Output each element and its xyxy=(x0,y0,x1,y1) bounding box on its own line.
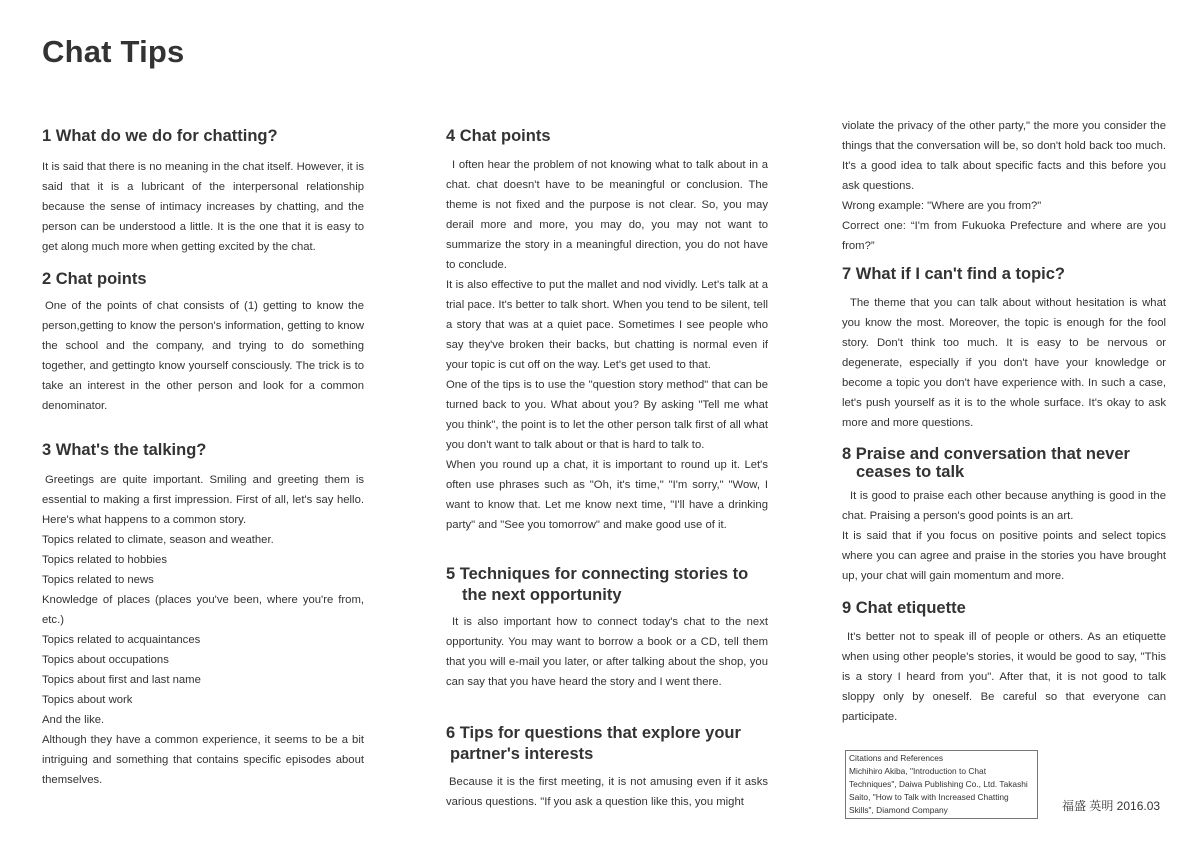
section-2-text: One of the points of chat consists of (1) getting to know the person,getting to know the person's information, getting to know the school and the company, and trying to do something together, and gettingto know yourself consciously. The trick is to take an interest in the other person and look for a common denominator. xyxy=(42,300,364,412)
section-7-text: The theme that you can talk about without hesitation is what you know the most. Moreover, the topic is enough for the fool story. Don't think too much. It is easy to be nervous or degenerate, especially if you don't have your knowledge or become a topic you don't have experience with. In such a case, let's push yourself as it is to the whole surface. It's okay to ask more and more questions. xyxy=(842,297,1166,429)
section-4-paragraph-4: When you round up a chat, it is important to round up it. Let's often use phrases such as "Oh, it's time," "I'm sorry," "Wow, I want to know that. Let me know next time, "I'll have a drinking party" and "See you tomorrow" and make good use of it. xyxy=(446,459,768,531)
correct-example: Correct one: “I'm from Fukuoka Prefecture and where are you from?” xyxy=(842,220,1166,252)
section-6-text: Because it is the first meeting, it is not amusing even if it asks various questions. "If you ask a question like this, you might xyxy=(446,776,768,808)
section-9-heading: 9 Chat etiquette xyxy=(842,599,966,617)
section-5-text: It is also important how to connect today's chat to the next opportunity. You may want to borrow a book or a CD, tell them that you will e-mail you later, or after talking about the shop, you can say that you have heard the story and I went there. xyxy=(446,616,768,688)
topic-item: Topics related to climate, season and weather. xyxy=(42,534,274,546)
topic-item: Knowledge of places (places you've been, where you're from, etc.) xyxy=(42,594,364,626)
section-8-heading: 8 Praise and conversation that never ceases to talk xyxy=(842,445,1130,481)
references-box xyxy=(845,750,1038,819)
section-4-heading: 4 Chat points xyxy=(446,127,551,145)
section-8-paragraph-2: It is said that if you focus on positive points and select topics where you can agree and praise in the stories you have brought up, your chat will gain momentum and more. xyxy=(842,530,1166,582)
topic-item: And the like. xyxy=(42,714,105,726)
author-date: 福盛 英明 2016.03 xyxy=(1062,799,1161,813)
column-middle xyxy=(446,126,768,812)
section-1-text: It is said that there is no meaning in the chat itself. However, it is said that it is a lubricant of the interpersonal relationship because the sense of intimacy increases by chatting, and the person can be understood a little. It is the one that it is easy to get along much more when getting excited by the chat. xyxy=(42,161,364,253)
section-2-heading: 2 Chat points xyxy=(42,270,147,288)
section-3-outro: Although they have a common experience, it seems to be a bit intriguing and something that contains specific episodes about themselves. xyxy=(42,734,364,786)
section-9-text: It's better not to speak ill of people or others. As an etiquette when using other people's stories, it would be good to say, "This is a story I heard from you". After that, it is not good to talk sloppy only by oneself. Be careful so that everyone can participate. xyxy=(842,631,1166,723)
section-4-paragraph-3: One of the tips is to use the "question story method" that can be turned back to you. What about you? By asking "Tell me what you think", the point is to let the other person talk first of all what you don't want to talk about or that is hard to talk to. xyxy=(446,379,768,451)
topic-item: Topics about first and last name xyxy=(42,674,201,686)
section-6-heading: 6 Tips for questions that explore your partner's interests xyxy=(446,724,741,763)
topic-item: Topics about occupations xyxy=(42,654,169,666)
references-title: Citations and References xyxy=(849,753,944,763)
section-7-heading: 7 What if I can't find a topic? xyxy=(842,265,1066,283)
references-text: Michihiro Akiba, "Introduction to Chat Techniques", Daiwa Publishing Co., Ltd. Takashi Saito, "How to Talk with Increased Chatting Skills", Diamond Company xyxy=(849,766,1028,815)
section-8-paragraph-1: It is good to praise each other because anything is good in the chat. Praising a person's good points is an art. xyxy=(842,490,1166,522)
section-3-topic-list xyxy=(42,530,364,730)
section-3-heading: 3 What's the talking? xyxy=(42,441,207,459)
topic-item: Topics related to acquaintances xyxy=(42,634,201,646)
topic-item: Topics about work xyxy=(42,694,133,706)
page-title: Chat Tips xyxy=(42,34,185,69)
section-1-heading: 1 What do we do for chatting? xyxy=(42,127,278,145)
wrong-example: Wrong example: "Where are you from?" xyxy=(842,200,1042,212)
column-left xyxy=(42,126,364,790)
topic-item: Topics related to news xyxy=(42,574,154,586)
section-4-paragraph-2: It is also effective to put the mallet and nod vividly. Let's talk at a trial pace. It's better to talk short. When you tend to be silent, tell a story that was at a quiet pace. Sometimes I see people who say they've broken their backs, but chatting is normal even if your topic is cut off on the way. Let's get used to that. xyxy=(446,279,768,371)
section-3-intro: Greetings are quite important. Smiling and greeting them is essential to making a first impression. First of all, let's say hello. Here's what happens to a common story. xyxy=(42,474,364,526)
section-6-continued: violate the privacy of the other party," the more you consider the things that the conversation will be, so don't hold back too much. It's a good idea to talk about specific facts and this before you ask questions. xyxy=(842,120,1166,192)
column-right xyxy=(842,116,1166,727)
section-5-heading: 5 Techniques for connecting stories to the next opportunity xyxy=(446,565,749,604)
section-4-paragraph-1: I often hear the problem of not knowing what to talk about in a chat. chat doesn't have to be meaningful or conclusion. The theme is not fixed and the purpose is not clear. So, you may derail more and more, you may do, you may not want to summarize the story in a meaningful direction, you do not have to conclude. xyxy=(446,159,768,271)
topic-item: Topics related to hobbies xyxy=(42,554,167,566)
